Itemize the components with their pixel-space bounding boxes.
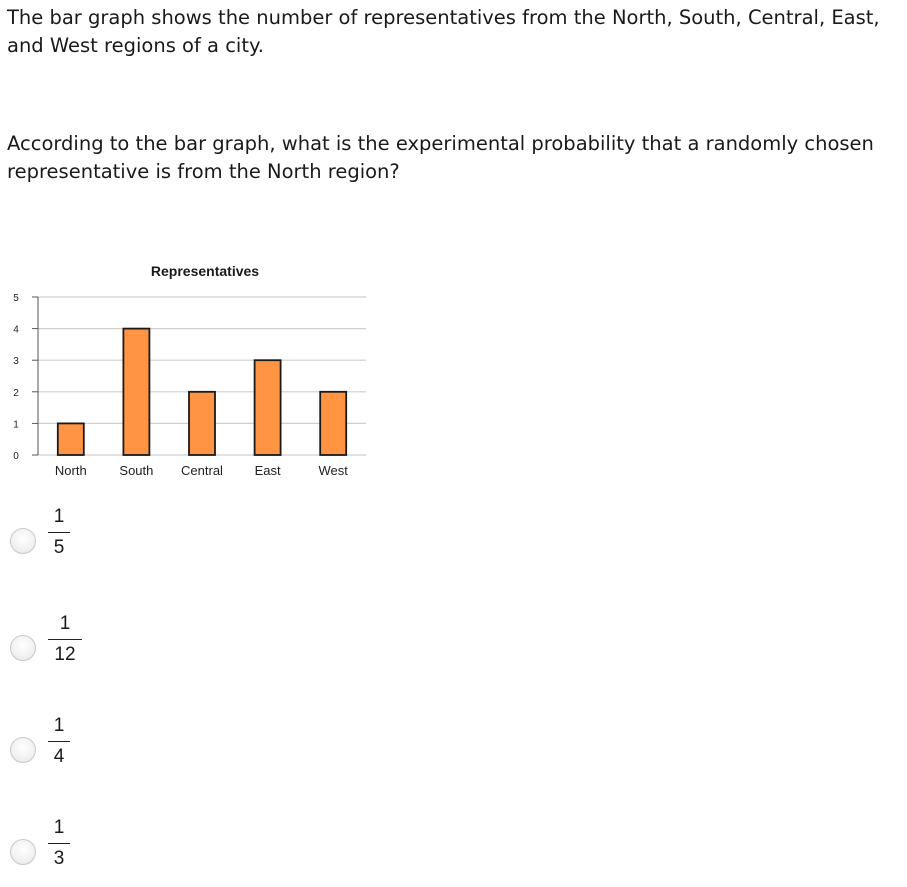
fraction-bar <box>48 639 82 640</box>
answer-option-1-4[interactable] <box>10 715 130 785</box>
fraction-bar <box>48 843 70 844</box>
x-axis-labels <box>55 463 348 478</box>
x-tick-label: East <box>254 463 281 478</box>
y-axis <box>13 293 38 462</box>
x-tick-label: Central <box>181 463 223 478</box>
fraction-bar <box>48 741 70 742</box>
fraction-numerator: 1 <box>53 715 65 736</box>
question-prompt: According to the bar graph, what is the experimental probability that a randomly chosen representative is from the North region? <box>7 132 874 183</box>
fraction-denominator: 5 <box>53 537 65 558</box>
radio-button[interactable] <box>10 839 36 865</box>
y-tick-label: 0 <box>13 451 19 462</box>
x-tick-label: South <box>119 463 154 478</box>
question-intro: The bar graph shows the number of representatives from the North, South, Central, East, and West regions of a city. <box>7 6 880 57</box>
radio-button[interactable] <box>10 737 36 763</box>
y-tick-label: 5 <box>13 293 19 304</box>
fraction <box>48 506 70 559</box>
bar-central <box>189 392 215 455</box>
chart-title: Representatives <box>150 263 260 279</box>
bar-west <box>320 392 346 455</box>
fraction-denominator: 4 <box>53 746 65 767</box>
fraction <box>48 613 82 666</box>
radio-button[interactable] <box>10 635 36 661</box>
y-tick-label: 2 <box>13 387 19 399</box>
y-tick-label: 1 <box>13 419 19 431</box>
fraction-bar <box>48 532 70 533</box>
bar-chart <box>0 252 380 492</box>
y-tick-label: 4 <box>13 324 19 336</box>
fraction-denominator: 3 <box>53 848 65 869</box>
radio-button[interactable] <box>10 528 36 554</box>
fraction-numerator: 1 <box>59 613 71 634</box>
x-tick-label: North <box>54 463 87 478</box>
fraction-denominator: 12 <box>54 644 76 665</box>
bar-east <box>255 360 281 455</box>
fraction <box>48 817 70 870</box>
y-tick-label: 3 <box>13 356 19 368</box>
answer-option-1-3[interactable] <box>10 817 130 887</box>
fraction-numerator: 1 <box>53 817 65 838</box>
bar-south <box>123 329 149 455</box>
fraction-numerator: 1 <box>53 506 65 527</box>
fraction <box>48 715 70 768</box>
x-tick-label: West <box>318 463 348 478</box>
answer-option-1-12[interactable] <box>10 613 130 683</box>
bar-north <box>58 423 84 455</box>
answer-option-1-5[interactable] <box>10 506 130 576</box>
